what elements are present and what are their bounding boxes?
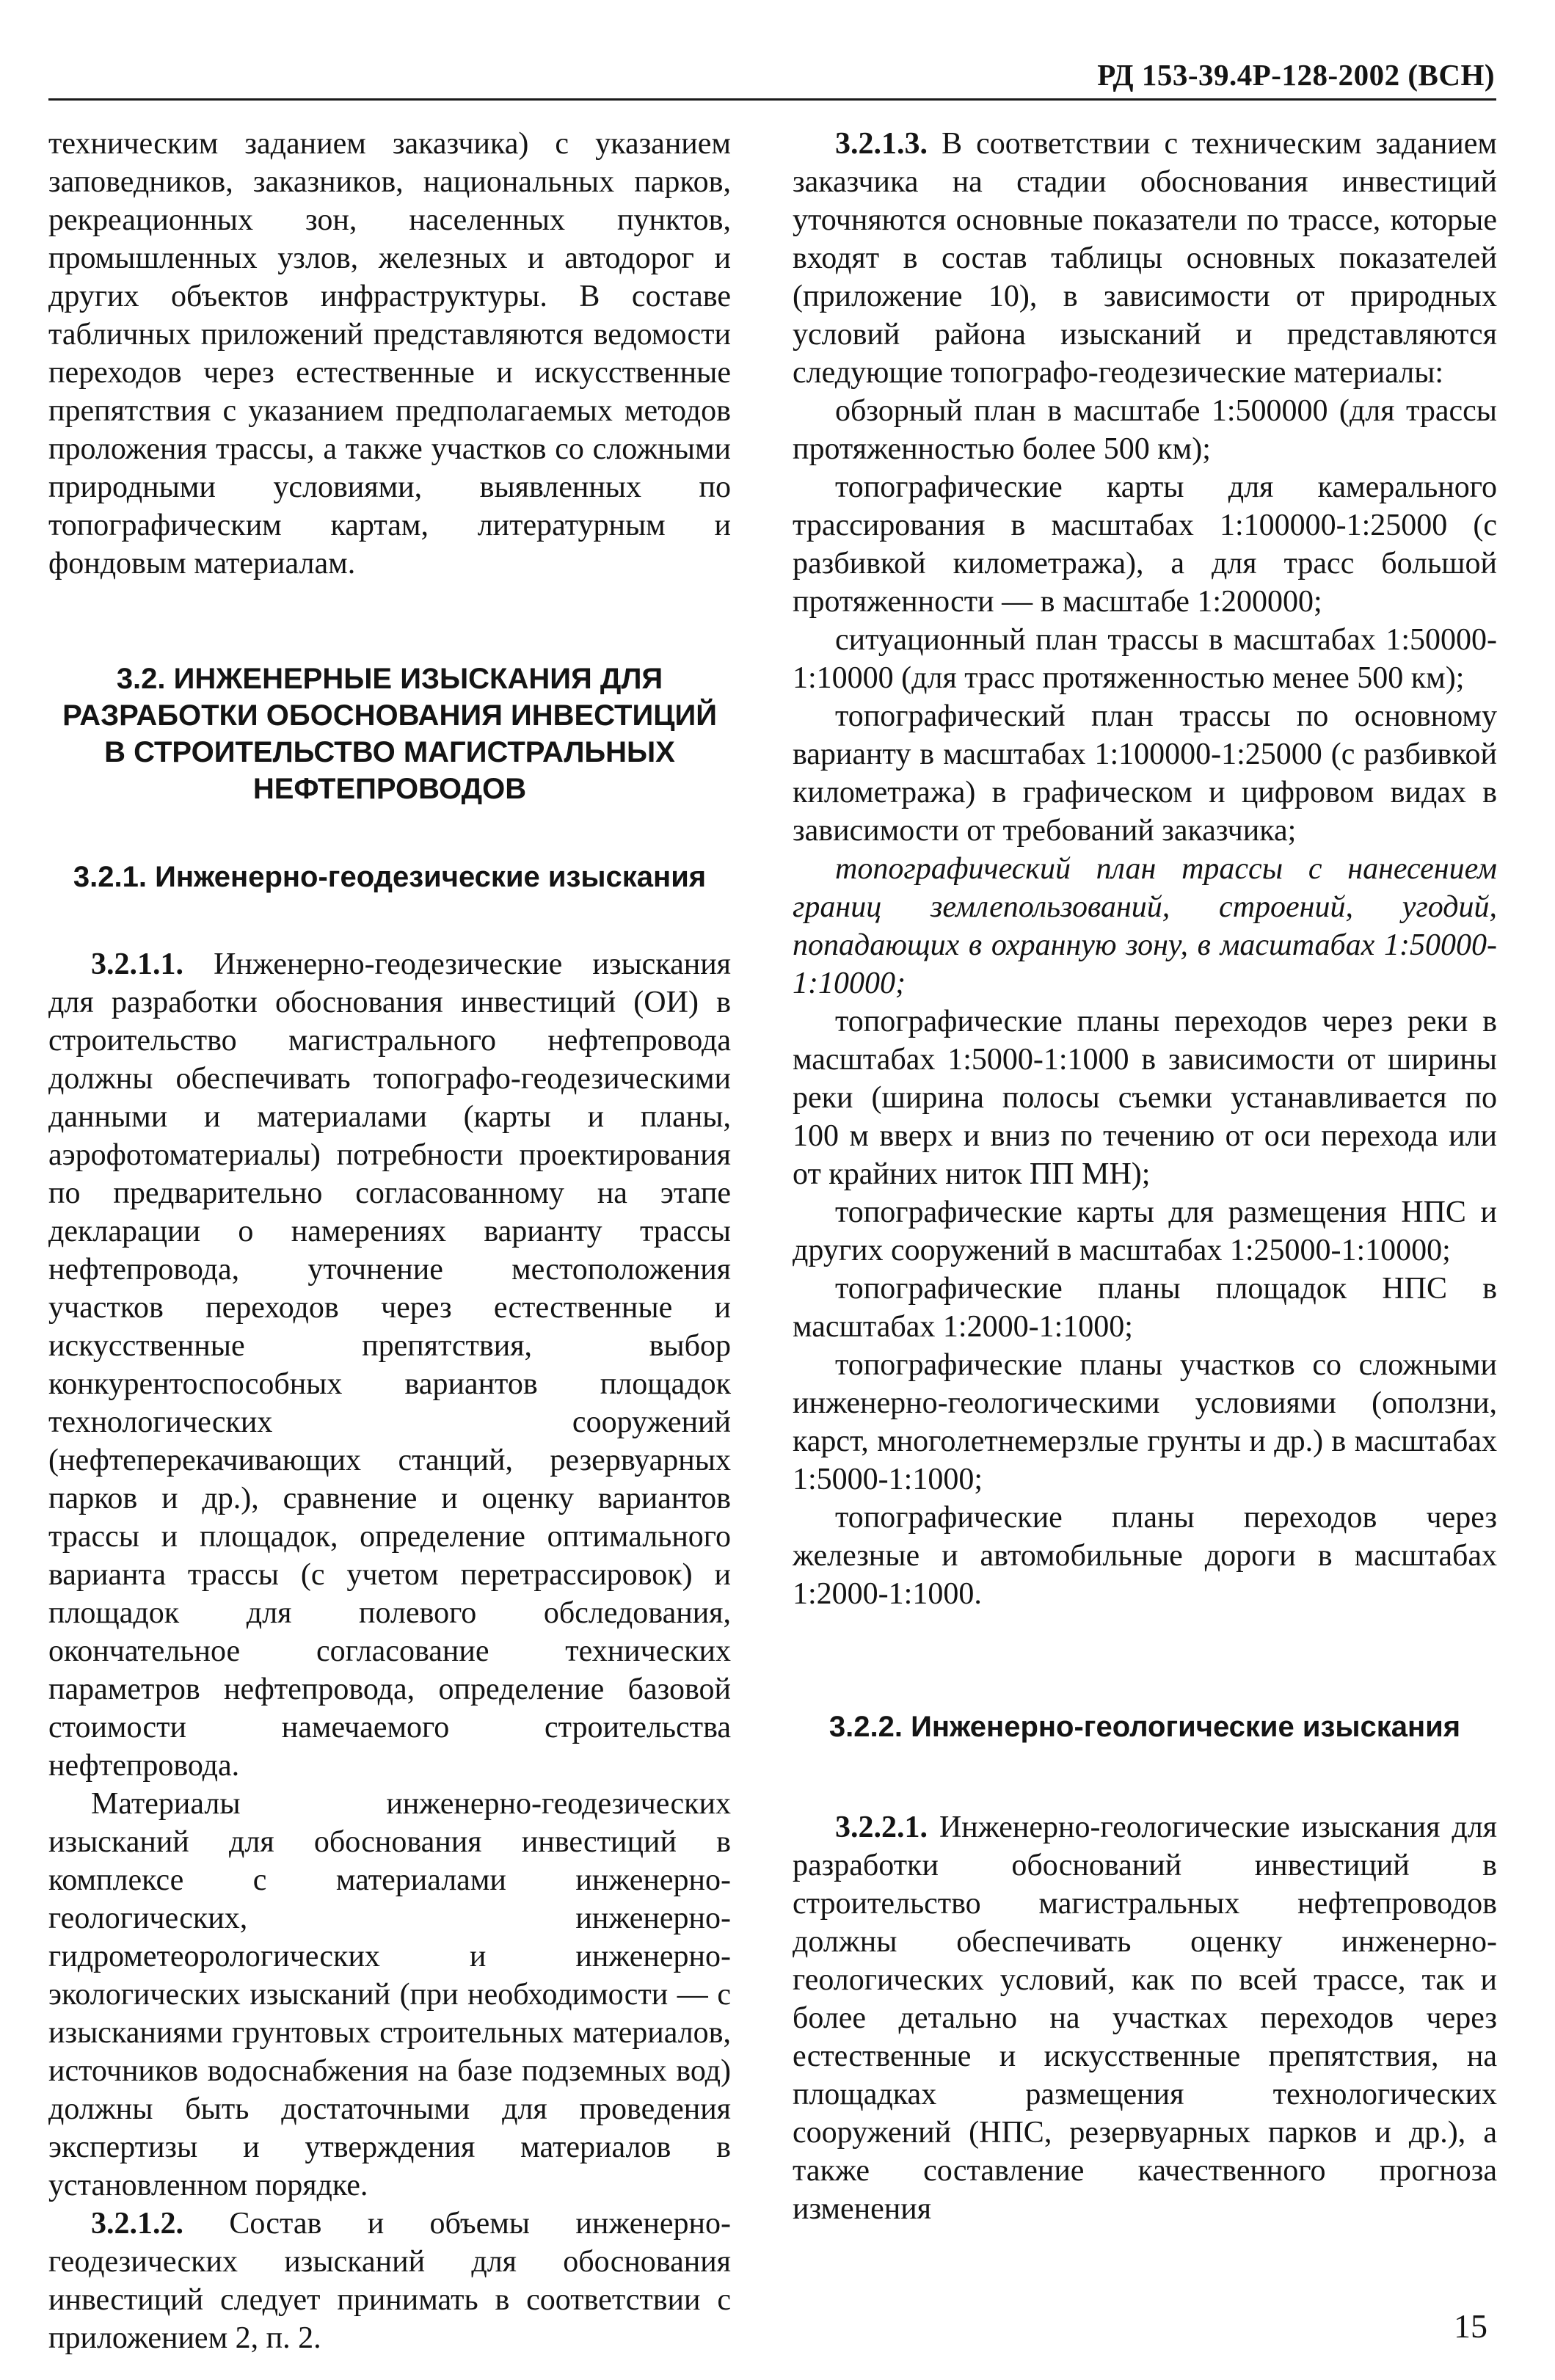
list-item: топографический план трассы по основному варианту в масштабах 1:100000-1:25000 (с разбивкой километража) в графическом и цифровом видах в зависимости от требований заказчика; bbox=[793, 699, 1497, 848]
paragraph-materials: Материалы инженерно-геодезических изысканий для обоснования инвестиций в комплексе с материалами инженерно-геологических, инженерно-гидрометеорологических и инженерно-экологических изысканий (при необходимости — с изысканиями грунтовых строительных материалов, источников водоснабжения на базе подземных вод) должны быть достаточными для проведения экспертизы и утверждения материалов в установленном порядке. bbox=[48, 1787, 731, 2202]
list-item: топографические карты для камерального трассирования в масштабах 1:100000-1:25000 (с разбивкой километража), а для трасс большой протяженности — в масштабе 1:200000; bbox=[793, 470, 1497, 619]
section-heading-3-2: 3.2. ИНЖЕНЕРНЫЕ ИЗЫСКАНИЯ ДЛЯ РАЗРАБОТКИ ОБОСНОВАНИЯ ИНВЕСТИЦИЙ В СТРОИТЕЛЬСТВО МАГИСТРАЛЬНЫХ НЕФТЕПРОВОДОВ bbox=[62, 663, 717, 805]
paragraph-3-2-2-1 bbox=[793, 1808, 1497, 2228]
list-item: топографические карты для размещения НПС и других сооружений в масштабах 1:25000-1:10000; bbox=[793, 1196, 1497, 1267]
paragraph-text: Инженерно-геодезические изыскания для разработки обоснования инвестиций (ОИ) в строительство магистрального нефтепровода должны обеспечивать топографо-геодезическими данными и материалами (карты и планы, аэрофотоматериалы) потребности проектирования по предварительно согласованному на этапе декларации о намерениях варианту трассы нефтепровода, уточнение местоположения участков переходов через естественные и искусственные препятствия, выбор конкурентоспособных вариантов площадок технологических сооружений (нефтеперекачивающих станций, резервуарных парков и др.), сравнение и оценку вариантов трассы и площадок, определение оптимального варианта трассы (с учетом перетрассировок) и площадок для полевого обследования, окончательное согласование технических параметров нефтепровода, определение базовой стоимости намечаемого строительства нефтепровода. bbox=[48, 947, 731, 1783]
page-number: 15 bbox=[1454, 2307, 1487, 2345]
paragraph-3-2-1-2 bbox=[48, 2205, 731, 2357]
paragraph-number: 3.2.1.3. bbox=[835, 127, 928, 161]
list-item: топографический план трассы с нанесением границ землепользований, строений, угодий, попадающих в охранную зону, в масштабах 1:50000-1:10000; bbox=[793, 852, 1497, 1000]
list-item: ситуационный план трассы в масштабах 1:50000-1:10000 (для трасс протяженностью менее 500 км); bbox=[793, 623, 1497, 695]
list-item: топографические планы участков со сложными инженерно-геологическими условиями (оползни, карст, многолетнемерзлые грунты и др.) в масштабах 1:5000-1:1000; bbox=[793, 1348, 1497, 1496]
intro-paragraph: техническим заданием заказчика) с указанием заповедников, заказников, национальных парков, рекреационных зон, населенных пунктов, промышленных узлов, железных и автодорог и других объектов инфраструктуры. В составе табличных приложений представляются ведомости переходов через естественные и искусственные препятствия с указанием предполагаемых методов проложения трассы, а также участков со сложными природными условиями, выявленных по топографическим картам, литературным и фондовым материалам. bbox=[48, 127, 731, 581]
paragraph-text: В соответствии с техническим заданием заказчика на стадии обоснования инвестиций уточняются основные показатели по трассе, которые входят в состав таблицы основных показателей (приложение 10), в зависимости от природных условий района изысканий и представляются следующие топографо-геодезические материалы: bbox=[793, 127, 1497, 390]
paragraph-number: 3.2.1.2. bbox=[91, 2207, 183, 2241]
left-column bbox=[48, 125, 731, 2357]
header-rule bbox=[48, 98, 1496, 101]
subsection-heading-3-2-1: 3.2.1. Инженерно-геодезические изыскания bbox=[73, 861, 707, 893]
list-item: топографические планы переходов через реки в масштабах 1:5000-1:1000 в зависимости от ширины реки (ширина полосы съемки устанавливается по 100 м вверх и вниз по течению от оси перехода или от крайних ниток ПП МН); bbox=[793, 1005, 1497, 1191]
paragraph-number: 3.2.1.1. bbox=[91, 947, 183, 981]
subsection-heading-3-2-2: 3.2.2. Инженерно-геологические изыскания bbox=[829, 1711, 1461, 1743]
right-column bbox=[793, 125, 1497, 2228]
list-item: топографические планы переходов через железные и автомобильные дороги в масштабах 1:2000-1:1000. bbox=[793, 1501, 1497, 1611]
paragraph-text: Состав и объемы инженерно-геодезических изысканий для обоснования инвестиций следует принимать в соответствии с приложением 2, п. 2. bbox=[48, 2207, 732, 2355]
paragraph-3-2-1-1 bbox=[48, 945, 731, 1785]
document-code-header: РД 153-39.4Р-128-2002 (ВСН) bbox=[1097, 58, 1495, 92]
paragraph-number: 3.2.2.1. bbox=[835, 1811, 928, 1844]
paragraph-3-2-1-3 bbox=[793, 125, 1497, 392]
paragraph-text: Инженерно-геологические изыскания для разработки обоснований инвестиций в строительство магистральных нефтепроводов должны обеспечивать оценку инженерно-геологических условий, как по всей трассе, так и более детально на участках переходов через естественные и искусственные препятствия, на площадках размещения технологических сооружений (НПС, резервуарных парков и др.), а также составление качественного прогноза изменения bbox=[793, 1811, 1497, 2226]
list-item: обзорный план в масштабе 1:500000 (для трассы протяженностью более 500 км); bbox=[793, 394, 1497, 466]
list-item: топографические планы площадок НПС в масштабах 1:2000-1:1000; bbox=[793, 1272, 1497, 1344]
